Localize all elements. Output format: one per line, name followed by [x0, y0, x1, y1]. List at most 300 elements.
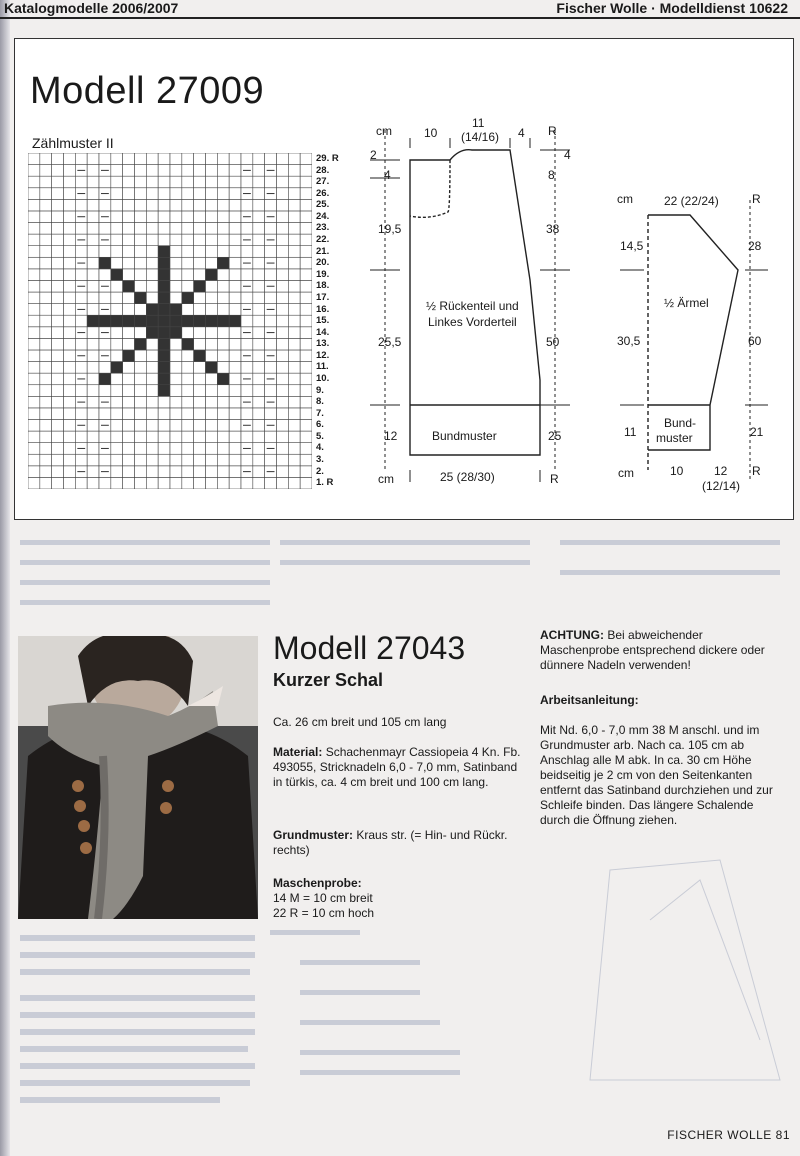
chart-cell: [123, 385, 135, 397]
chart-cell: [52, 176, 64, 188]
chart-cell: [158, 188, 170, 200]
chart-cell: [28, 362, 40, 374]
chart-cell: [217, 280, 229, 292]
chart-cell: [111, 280, 123, 292]
chart-cell: [111, 443, 123, 455]
chart-cell: [194, 477, 206, 489]
chart-cell: [229, 454, 241, 466]
chart-cell: [217, 454, 229, 466]
chart-cell: [123, 188, 135, 200]
chart-cell: [123, 466, 135, 478]
chart-cell: [64, 315, 76, 327]
chart-cell: [253, 350, 265, 362]
chart-cell: [170, 280, 182, 292]
chart-cell: [253, 292, 265, 304]
chart-cell: [146, 165, 158, 177]
chart-cell: [206, 373, 218, 385]
chart-cell: [229, 188, 241, 200]
chart-cell: [111, 257, 123, 269]
page-footer: FISCHER WOLLE 81: [667, 1128, 790, 1142]
chart-cell: [229, 350, 241, 362]
chart-cell: [217, 304, 229, 316]
chart-cell-filled: [146, 327, 158, 339]
chart-cell: [241, 269, 253, 281]
chart-cell: [123, 257, 135, 269]
chart-cell: [277, 443, 289, 455]
chart-cell: [229, 269, 241, 281]
chart-cell: [146, 246, 158, 258]
chart-cell: [241, 338, 253, 350]
chart-cell: [64, 362, 76, 374]
material-block: [273, 745, 528, 790]
chart-cell: [75, 315, 87, 327]
back-top-11: 11: [472, 116, 485, 130]
chart-cell: [217, 327, 229, 339]
chart-cell: [206, 234, 218, 246]
chart-cell: [170, 385, 182, 397]
chart-cell: [99, 338, 111, 350]
chart-cell: [135, 443, 147, 455]
chart-cell: [52, 223, 64, 235]
chart-cell: [75, 431, 87, 443]
chart-cell: [206, 338, 218, 350]
chart-cell: [99, 246, 111, 258]
chart-cell: [40, 315, 52, 327]
chart-cell: [241, 477, 253, 489]
chart-cell: [52, 234, 64, 246]
chart-cell: [253, 188, 265, 200]
chart-row-label: 14.: [316, 326, 330, 338]
chart-cell: [28, 350, 40, 362]
chart-row-label: 20.: [316, 257, 330, 269]
chart-cell: [158, 396, 170, 408]
chart-cell: [194, 176, 206, 188]
chart-row-label: 21.: [316, 245, 330, 257]
chart-cell: [229, 443, 241, 455]
chart-cell: [99, 477, 111, 489]
chart-cell: [135, 257, 147, 269]
chart-cell: [300, 153, 312, 165]
chart-cell: [135, 246, 147, 258]
chart-cell: [241, 362, 253, 374]
chart-row-label: 9.: [316, 384, 324, 396]
chart-cell-filled: [217, 373, 229, 385]
chart-cell: [111, 188, 123, 200]
chart-cell: [170, 477, 182, 489]
chart-cell: [135, 350, 147, 362]
chart-cell: [87, 304, 99, 316]
chart-cell: [277, 223, 289, 235]
chart-cell: [75, 408, 87, 420]
chart-cell: [206, 454, 218, 466]
chart-cell-filled: [206, 269, 218, 281]
back-bottom-cm: cm: [378, 472, 394, 486]
probe-line-2: 22 R = 10 cm hoch: [273, 906, 375, 920]
chart-cell: [52, 443, 64, 455]
chart-cell: [87, 269, 99, 281]
chart-row-label: 16.: [316, 303, 330, 315]
back-right-38: 38: [546, 222, 560, 236]
sleeve-l11: 11: [624, 425, 637, 439]
chart-cell: [75, 362, 87, 374]
back-right-4: 4: [564, 148, 571, 162]
chart-cell: [300, 443, 312, 455]
chart-cell: [217, 223, 229, 235]
chart-cell: [194, 223, 206, 235]
chart-cell: [40, 419, 52, 431]
chart-cell: [170, 199, 182, 211]
chart-cell: [64, 280, 76, 292]
chart-cell: [40, 257, 52, 269]
chart-cell: [206, 199, 218, 211]
chart-cell: [277, 304, 289, 316]
chart-cell: [87, 188, 99, 200]
chart-cell: [64, 234, 76, 246]
chart-cell: [194, 165, 206, 177]
chart-cell: [52, 385, 64, 397]
chart-cell: [277, 385, 289, 397]
chart-cell: [182, 350, 194, 362]
chart-cell: [265, 223, 277, 235]
chart-cell-filled: [123, 315, 135, 327]
chart-cell: [75, 477, 87, 489]
chart-cell: [52, 246, 64, 258]
chart-cell: [87, 234, 99, 246]
chart-cell: [170, 350, 182, 362]
chart-cell: [40, 466, 52, 478]
sleeve-r21: 21: [750, 425, 764, 439]
chart-cell: [170, 396, 182, 408]
chart-cell: [135, 188, 147, 200]
chart-cell: [52, 165, 64, 177]
chart-cell: [170, 373, 182, 385]
chart-row-label: 4.: [316, 442, 324, 454]
chart-cell: [52, 327, 64, 339]
chart-row-label: 18.: [316, 280, 330, 292]
back-top-R: R: [548, 124, 557, 138]
chart-cell: [64, 466, 76, 478]
chart-row-label: 11.: [316, 361, 329, 373]
chart-cell: [40, 385, 52, 397]
header-left: Katalogmodelle 2006/2007: [4, 0, 179, 16]
chart-cell: [111, 304, 123, 316]
chart-cell: [135, 419, 147, 431]
chart-cell: [64, 419, 76, 431]
chart-cell: [253, 396, 265, 408]
chart-cell: [288, 234, 300, 246]
chart-cell: [229, 338, 241, 350]
sleeve-label: ½ Ärmel: [664, 296, 709, 310]
chart-cell: [194, 211, 206, 223]
chart-cell-filled: [111, 315, 123, 327]
chart-cell: [194, 419, 206, 431]
chart-cell: [99, 362, 111, 374]
chart-cell: [28, 280, 40, 292]
chart-cell: [194, 454, 206, 466]
chart-cell: [99, 385, 111, 397]
chart-cell: [288, 304, 300, 316]
chart-cell-filled: [99, 257, 111, 269]
chart-cell: [52, 153, 64, 165]
chart-cell: [123, 165, 135, 177]
chart-cell: [28, 338, 40, 350]
chart-cell: [146, 176, 158, 188]
chart-cell: [135, 269, 147, 281]
chart-cell: [28, 466, 40, 478]
chart-row-label: 19.: [316, 268, 330, 280]
chart-cell: [170, 257, 182, 269]
chart-label: Zählmuster II: [32, 135, 114, 151]
model-2-subtitle: Kurzer Schal: [273, 670, 384, 690]
chart-cell: [28, 292, 40, 304]
chart-cell: [158, 211, 170, 223]
chart-cell-filled: [123, 280, 135, 292]
chart-cell: [300, 350, 312, 362]
chart-cell: [288, 396, 300, 408]
chart-cell: [40, 269, 52, 281]
chart-cell: [40, 477, 52, 489]
back-right-8: 8: [548, 168, 555, 182]
chart-cell: [87, 199, 99, 211]
chart-cell: [241, 176, 253, 188]
chart-cell: [182, 408, 194, 420]
chart-row-label: 29. R: [316, 153, 339, 164]
achtung-text: Bei abweichender Maschenprobe entsprechend dickere oder dünnere Nadeln verwenden!: [540, 628, 765, 672]
chart-row-label: 15.: [316, 315, 330, 327]
chart-cell: [182, 477, 194, 489]
chart-cell: [300, 280, 312, 292]
chart-cell: [229, 153, 241, 165]
chart-cell: [28, 431, 40, 443]
chart-cell: [217, 234, 229, 246]
chart-cell: [182, 199, 194, 211]
chart-cell: [288, 188, 300, 200]
chart-cell: [277, 431, 289, 443]
chart-cell: [123, 211, 135, 223]
chart-cell: [64, 176, 76, 188]
chart-cell: [194, 234, 206, 246]
chart-cell-filled: [170, 304, 182, 316]
chart-cell: [182, 373, 194, 385]
chart-cell: [229, 431, 241, 443]
chart-cell: [170, 443, 182, 455]
back-left-255: 25,5: [378, 335, 402, 349]
chart-cell: [300, 431, 312, 443]
chart-row-label: 1. R: [316, 477, 334, 489]
chart-cell: [146, 211, 158, 223]
chart-cell: [253, 315, 265, 327]
chart-cell: [241, 385, 253, 397]
chart-cell: [87, 338, 99, 350]
chart-cell: [146, 419, 158, 431]
chart-cell: [241, 315, 253, 327]
chart-cell: [75, 454, 87, 466]
sleeve-bund1: Bund-: [664, 416, 697, 430]
chart-cell: [158, 454, 170, 466]
chart-cell: [146, 234, 158, 246]
chart-cell: [111, 153, 123, 165]
chart-cell: [182, 211, 194, 223]
chart-cell: [123, 419, 135, 431]
chart-cell: [265, 315, 277, 327]
chart-cell: [217, 292, 229, 304]
chart-cell: [111, 327, 123, 339]
chart-cell: [28, 477, 40, 489]
chart-cell: [253, 466, 265, 478]
chart-cell: [182, 153, 194, 165]
chart-cell: [99, 431, 111, 443]
sleeve-cm: cm: [617, 192, 633, 206]
chart-cell: [75, 223, 87, 235]
chart-cell: [135, 234, 147, 246]
chart-cell: [229, 419, 241, 431]
chart-cell-filled: [206, 315, 218, 327]
chart-cell: [288, 466, 300, 478]
chart-cell: [28, 176, 40, 188]
chart-cell: [288, 419, 300, 431]
chart-cell: [253, 431, 265, 443]
chart-cell: [253, 153, 265, 165]
chart-cell: [206, 165, 218, 177]
chart-cell: [206, 408, 218, 420]
chart-cell: [28, 188, 40, 200]
chart-cell: [52, 280, 64, 292]
chart-cell: [111, 176, 123, 188]
chart-cell-filled: [158, 280, 170, 292]
chart-cell: [229, 176, 241, 188]
chart-cell: [253, 246, 265, 258]
chart-cell: [182, 396, 194, 408]
chart-cell: [52, 188, 64, 200]
chart-cell: [300, 454, 312, 466]
chart-cell: [253, 362, 265, 374]
chart-cell: [64, 396, 76, 408]
chart-cell: [75, 199, 87, 211]
chart-cell: [253, 373, 265, 385]
chart-cell: [52, 350, 64, 362]
chart-cell: [40, 350, 52, 362]
chart-row-label: 5.: [316, 430, 324, 442]
chart-cell: [111, 477, 123, 489]
chart-cell: [170, 223, 182, 235]
material-label: Material:: [273, 745, 323, 759]
chart-cell: [277, 419, 289, 431]
chart-cell: [146, 292, 158, 304]
chart-cell: [300, 477, 312, 489]
chart-cell: [170, 188, 182, 200]
chart-cell: [146, 385, 158, 397]
chart-cell: [229, 246, 241, 258]
chart-cell: [123, 176, 135, 188]
chart-cell: [265, 292, 277, 304]
chart-cell: [87, 246, 99, 258]
chart-cell: [87, 419, 99, 431]
chart-cell: [135, 385, 147, 397]
chart-cell: [135, 396, 147, 408]
chart-cell: [170, 153, 182, 165]
chart-cell-filled: [229, 315, 241, 327]
chart-cell: [229, 477, 241, 489]
chart-cell: [206, 211, 218, 223]
chart-cell: [87, 408, 99, 420]
chart-cell: [206, 153, 218, 165]
chart-cell: [135, 408, 147, 420]
chart-cell: [146, 269, 158, 281]
chart-cell: [170, 408, 182, 420]
chart-cell: [64, 211, 76, 223]
chart-cell: [182, 280, 194, 292]
chart-cell: [206, 396, 218, 408]
chart-cell-filled: [158, 304, 170, 316]
chart-cell: [300, 165, 312, 177]
chart-cell: [28, 199, 40, 211]
chart-cell: [75, 338, 87, 350]
chart-cell: [288, 211, 300, 223]
chart-cell-filled: [182, 315, 194, 327]
chart-cell: [253, 327, 265, 339]
chart-cell: [194, 257, 206, 269]
chart-cell: [277, 153, 289, 165]
chart-cell: [194, 153, 206, 165]
chart-cell-filled: [206, 362, 218, 374]
chart-cell: [123, 269, 135, 281]
chart-cell: [52, 477, 64, 489]
chart-cell: [300, 269, 312, 281]
chart-cell: [288, 373, 300, 385]
chart-cell: [300, 315, 312, 327]
chart-cell: [229, 165, 241, 177]
chart-cell: [253, 165, 265, 177]
chart-cell: [277, 234, 289, 246]
chart-cell-filled: [123, 350, 135, 362]
chart-cell: [40, 373, 52, 385]
chart-cell: [253, 269, 265, 281]
chart-cell: [170, 246, 182, 258]
sleeve-r60: 60: [748, 334, 762, 348]
achtung-label: ACHTUNG:: [540, 628, 604, 642]
chart-cell-filled: [99, 373, 111, 385]
model-2-title: Modell 27043: [273, 630, 466, 666]
chart-cell-filled: [135, 292, 147, 304]
chart-cell: [182, 454, 194, 466]
chart-cell: [288, 223, 300, 235]
chart-cell: [52, 257, 64, 269]
chart-row-label: 26.: [316, 187, 330, 199]
chart-cell: [194, 431, 206, 443]
chart-cell: [99, 199, 111, 211]
chart-cell: [111, 431, 123, 443]
chart-cell: [182, 443, 194, 455]
chart-cell: [265, 454, 277, 466]
chart-cell-filled: [111, 269, 123, 281]
chart-cell: [87, 165, 99, 177]
chart-cell-filled: [146, 315, 158, 327]
chart-cell: [64, 350, 76, 362]
chart-cell: [253, 338, 265, 350]
chart-cell: [253, 223, 265, 235]
chart-cell: [40, 211, 52, 223]
chart-cell: [265, 408, 277, 420]
chart-cell: [87, 223, 99, 235]
chart-cell: [123, 327, 135, 339]
back-bottom-R: R: [550, 472, 559, 486]
chart-cell: [182, 188, 194, 200]
chart-cell: [99, 269, 111, 281]
chart-cell: [28, 211, 40, 223]
chart-cell: [253, 257, 265, 269]
chart-cell: [300, 362, 312, 374]
chart-cell: [170, 466, 182, 478]
